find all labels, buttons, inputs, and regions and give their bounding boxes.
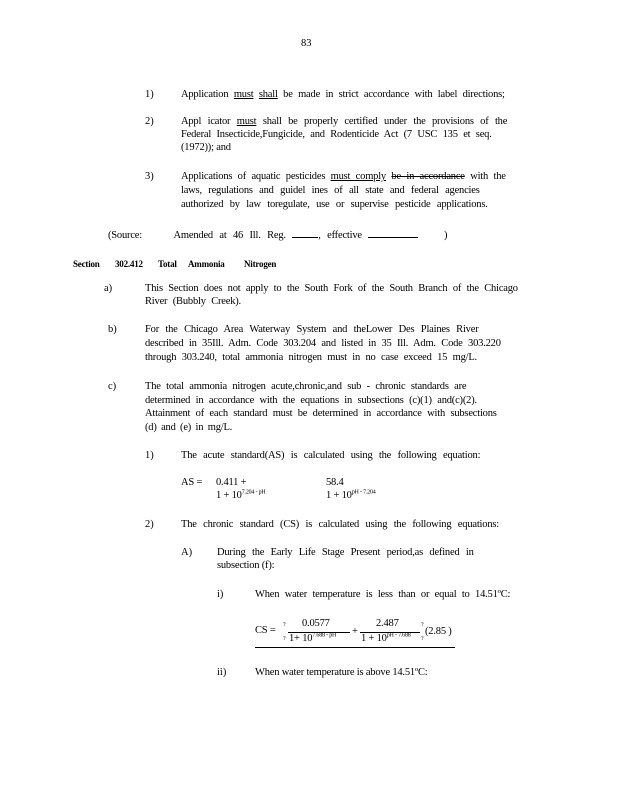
subsection-text: described in 35Ill. Adm. Code 303.204 and listed in 35 Ill. Adm. Code 303.220: [145, 338, 501, 349]
inserted-text: must: [236, 116, 257, 127]
subsection-number: c): [108, 381, 117, 392]
formula-exponent: pH - 7.204: [351, 489, 376, 496]
formula-underline: [255, 647, 455, 648]
bracket-glyph: ?: [421, 622, 424, 628]
section-title-word: Nitrogen: [244, 259, 277, 269]
deleted-text: be in accordance: [391, 171, 465, 182]
paragraph-number: 1): [145, 450, 154, 461]
paragraph-text: When water temperature is less than or equal to 14.51ºC:: [255, 589, 511, 600]
text-segment: Applications of aquatic pesticides: [181, 171, 326, 182]
formula-exponent: 7.204 - pH: [241, 489, 266, 496]
formula-denominator: [361, 632, 411, 646]
formula-numerator: 2.487: [376, 618, 399, 629]
paragraph-text: When water temperature is above 14.51ºC:: [255, 667, 428, 678]
formula-numerator: 58.4: [326, 477, 344, 488]
subsection-number: b): [108, 324, 117, 335]
list-item-text: laws, regulations and guidel ines of all state and federal agencies: [181, 185, 480, 196]
list-item-text: authorized by law toregulate, use or supervise pesticide applications.: [181, 199, 488, 210]
formula-denominator: [289, 632, 336, 646]
blank-field: [292, 227, 318, 238]
formula-base: 1 + 10: [326, 490, 352, 501]
deleted-text: shall: [258, 89, 278, 100]
inserted-text: must: [233, 89, 254, 100]
list-item-text: [181, 115, 507, 129]
section-title-word: Ammonia: [188, 259, 225, 269]
section-title-word: Total: [158, 259, 177, 269]
paragraph-text: During the Early Life Stage Present period,as defined in: [217, 547, 474, 558]
list-item-text: [181, 170, 506, 184]
subsection-text: This Section does not apply to the South Fork of the South Branch of the Chicago: [145, 283, 518, 294]
formula-base: 1+ 10: [289, 633, 313, 644]
formula-exponent: pH - 7.688: [386, 632, 411, 639]
paragraph-number: i): [217, 589, 224, 600]
text-segment: shall be properly certified under the provisions of the: [262, 116, 508, 127]
formula-denominator: [326, 489, 376, 503]
formula-numerator: 0.0577: [302, 618, 330, 629]
list-item-number: 2): [145, 116, 154, 127]
paragraph-number: ii): [217, 667, 227, 678]
subsection-text: (d) and (e) in mg/L.: [145, 422, 233, 433]
text-segment: with the: [470, 171, 506, 182]
formula-multiplier: (2.85 ): [425, 626, 452, 637]
text-segment: be made in strict accordance with label directions;: [283, 89, 505, 100]
formula-base: 1 + 10: [216, 490, 242, 501]
formula-denominator: [216, 489, 266, 503]
source-text: ): [444, 230, 448, 241]
paragraph-text: subsection (f):: [217, 560, 275, 571]
source-label: (Source:: [108, 230, 142, 241]
list-item-text: (1972)); and: [181, 142, 231, 153]
subsection-text: For the Chicago Area Waterway System and theLower Des Plaines River: [145, 324, 479, 335]
subsection-text: determined in accordance with the equations in subsections (c)(1) and(c)(2).: [145, 395, 477, 406]
paragraph-number: 2): [145, 519, 154, 530]
paragraph-text: The chronic standard (CS) is calculated using the following equations:: [181, 519, 499, 530]
subsection-text: Attainment of each standard must be determined in accordance with subsections: [145, 408, 497, 419]
formula-exponent: 7.688 - pH: [312, 632, 337, 639]
source-note: [108, 227, 447, 243]
list-item-number: 1): [145, 89, 154, 100]
paragraph-text: The acute standard(AS) is calculated using the following equation:: [181, 450, 481, 461]
list-item-text: [181, 88, 505, 102]
subsection-text: through 303.240, total ammonia nitrogen must in no case exceed 15 mg/L.: [145, 352, 477, 363]
bracket-glyph: ?: [283, 622, 286, 628]
formula-lhs: AS =: [181, 477, 203, 488]
paragraph-number: A): [181, 547, 193, 558]
subsection-text: River (Bubbly Creek).: [145, 296, 241, 307]
source-text: Amended at 46 Ill. Reg.: [173, 230, 286, 241]
source-text: , effective: [318, 230, 362, 241]
blank-field: [368, 227, 418, 238]
bracket-glyph: ?: [283, 636, 286, 642]
formula-lhs: CS =: [255, 625, 276, 636]
text-segment: Appl icator: [181, 116, 231, 127]
section-label: Section: [73, 259, 100, 269]
subsection-text: The total ammonia nitrogen acute,chronic,and sub - chronic standards are: [145, 381, 467, 392]
section-number: 302.412: [115, 259, 143, 269]
formula-base: 1 + 10: [361, 633, 387, 644]
subsection-number: a): [104, 283, 113, 294]
inserted-text: must comply: [330, 171, 386, 182]
formula-operator: +: [352, 626, 358, 637]
bracket-glyph: ?: [421, 636, 424, 642]
page-number: 83: [301, 38, 312, 49]
list-item-text: Federal Insecticide,Fungicide, and Rodenticide Act (7 USC 135 et seq.: [181, 129, 492, 140]
text-segment: Application: [181, 89, 229, 100]
list-item-number: 3): [145, 171, 154, 182]
formula-numerator: 0.411 +: [216, 477, 247, 488]
